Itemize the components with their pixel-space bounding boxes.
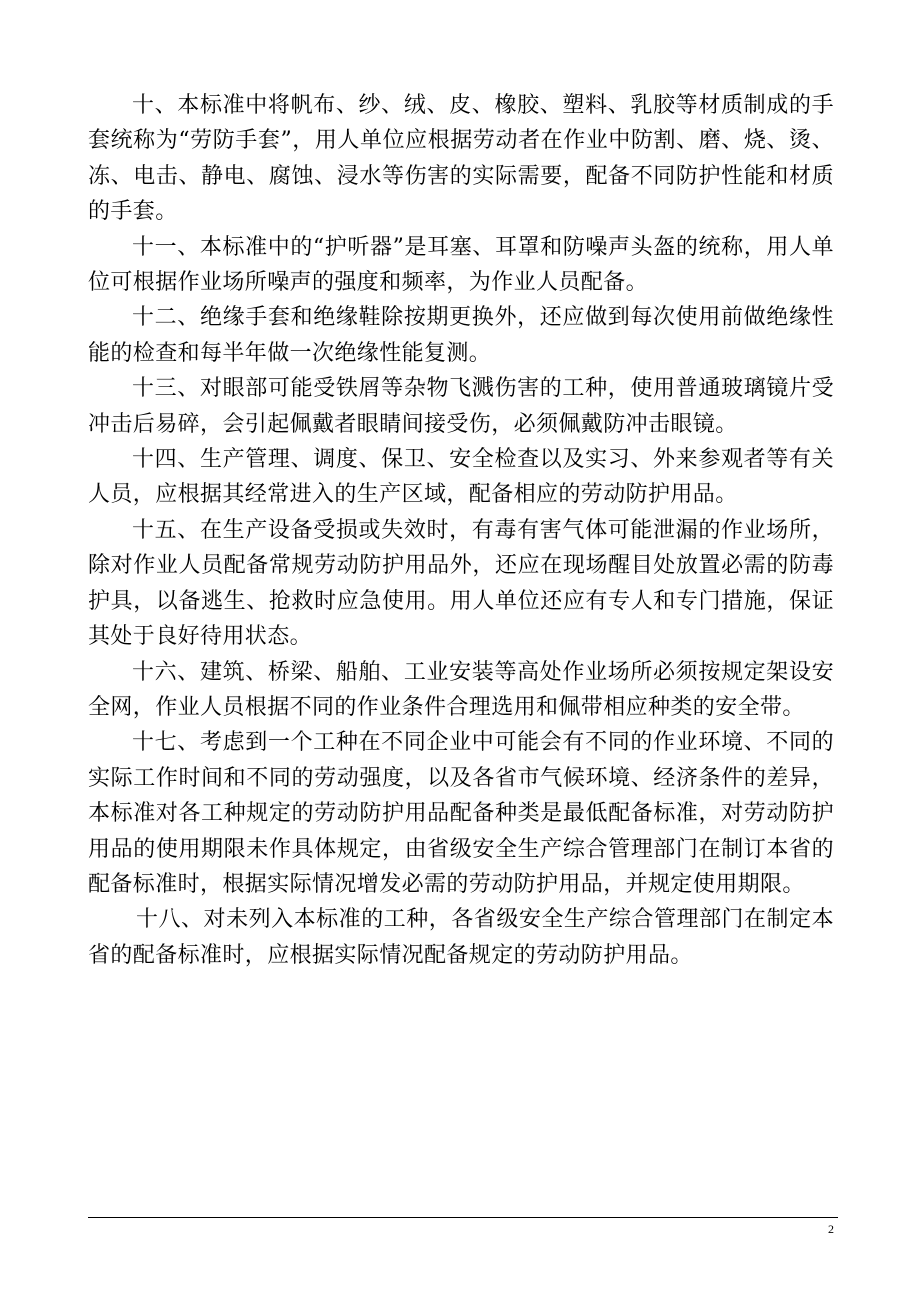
paragraph-10: 十、本标准中将帆布、纱、绒、皮、橡胶、塑料、乳胶等材质制成的手套统称为“劳防手套”，用人单位应根据劳动者在作业中防割、磨、烧、烫、冻、电击、静电、腐蚀、浸水等伤害的实际需要，配备不同防护性能和材质的手套。	[88, 93, 834, 225]
paragraph-11: 十一、本标准中的“护听器”是耳塞、耳罩和防噪声头盔的统称，用人单位可根据作业场所噪声的强度和频率，为作业人员配备。	[88, 234, 834, 296]
paragraph-16: 十六、建筑、桥梁、船舶、工业安装等高处作业场所必须按规定架设安全网，作业人员根据不同的作业条件合理选用和佩带相应种类的安全带。	[88, 659, 834, 720]
page-number: 2	[828, 1222, 834, 1236]
footer-divider	[88, 1217, 838, 1218]
paragraph-18: 十八、对未列入本标准的工种，各省级安全生产综合管理部门在制定本省的配备标准时，应根据实际情况配备规定的劳动防护用品。	[88, 907, 834, 968]
document-body	[88, 88, 834, 973]
paragraph-13: 十三、对眼部可能受铁屑等杂物飞溅伤害的工种，使用普通玻璃镜片受冲击后易碎，会引起佩戴者眼睛间接受伤，必须佩戴防冲击眼镜。	[88, 376, 834, 437]
paragraph-17: 十七、考虑到一个工种在不同企业中可能会有不同的作业环境、不同的实际工作时间和不同的劳动强度，以及各省市气候环境、经济条件的差异，本标准对各工种规定的劳动防护用品配备种类是最低配备标准，对劳动防护用品的使用期限未作具体规定，由省级安全生产综合管理部门在制订本省的配备标准时，根据实际情况增发必需的劳动防护用品，并规定使用期限。	[88, 730, 834, 897]
paragraph-15: 十五、在生产设备受损或失效时，有毒有害气体可能泄漏的作业场所，除对作业人员配备常规劳动防护用品外，还应在现场醒目处放置必需的防毒护具，以备逃生、抢救时应急使用。用人单位还应有专人和专门措施，保证其处于良好待用状态。	[88, 517, 834, 650]
paragraph-14: 十四、生产管理、调度、保卫、安全检查以及实习、外来参观者等有关人员，应根据其经常进入的生产区域，配备相应的劳动防护用品。	[88, 447, 834, 508]
paragraph-12: 十二、绝缘手套和绝缘鞋除按期更换外，还应做到每次使用前做绝缘性能的检查和每半年做一次绝缘性能复测。	[88, 305, 834, 366]
